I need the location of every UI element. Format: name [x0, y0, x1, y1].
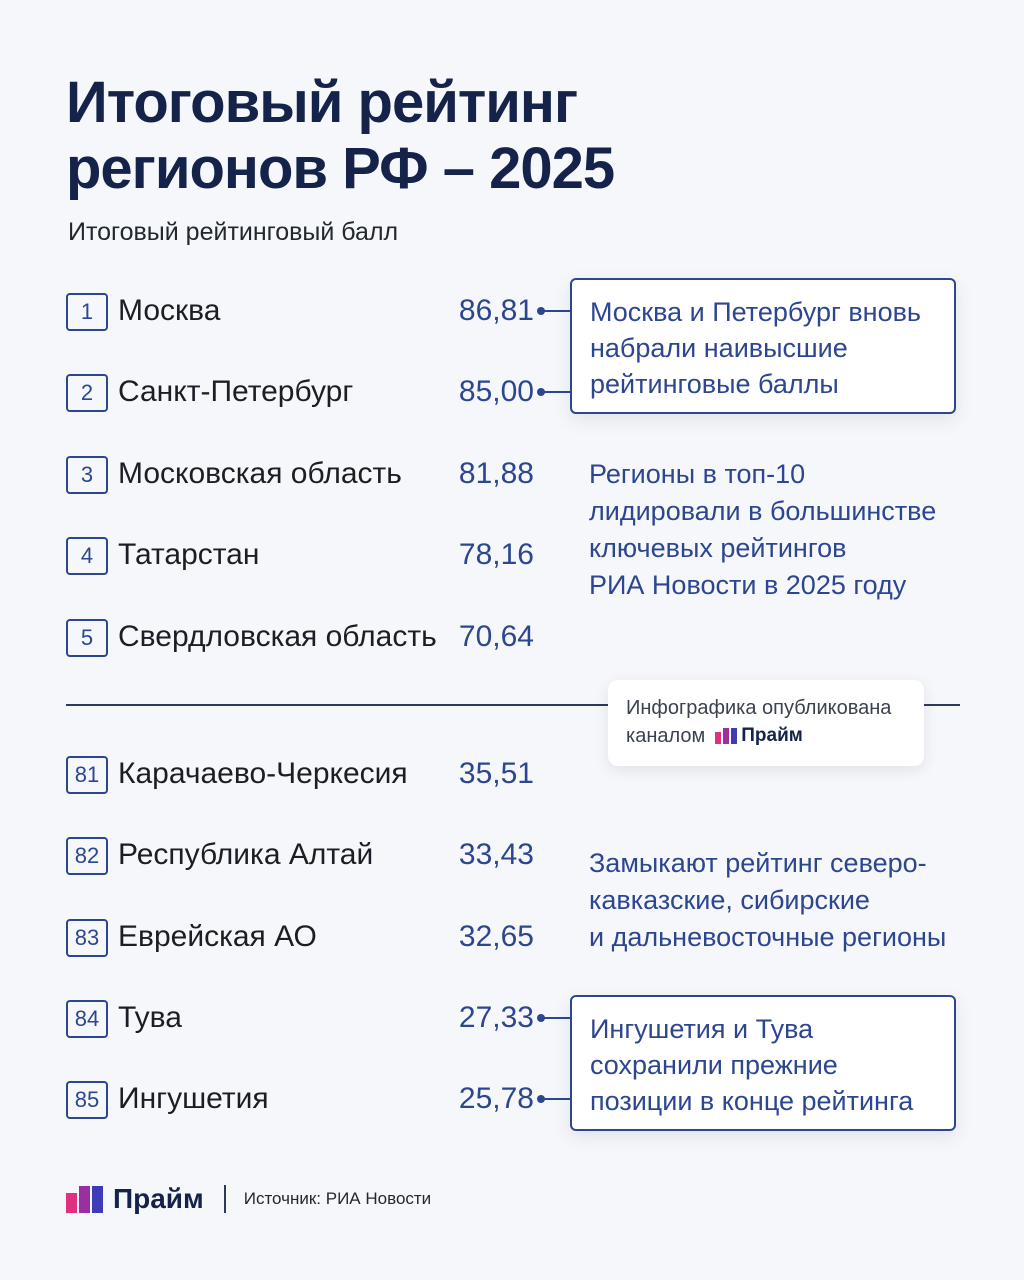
title-line-1: Итоговый рейтинг — [66, 70, 578, 135]
connector-line — [541, 310, 571, 312]
note-line: Регионы в топ-10 — [589, 459, 806, 489]
region-score: 27,33 — [458, 1001, 534, 1034]
region-name: Тува — [118, 1001, 182, 1034]
connector-line — [541, 391, 571, 393]
region-name: Ингушетия — [118, 1082, 269, 1115]
connector-line — [541, 1017, 571, 1019]
ranking-row — [66, 918, 536, 958]
note-line: и дальневосточные регионы — [589, 922, 947, 952]
rank-badge: 82 — [66, 837, 108, 875]
ranking-row — [66, 999, 536, 1039]
rank-badge: 3 — [66, 456, 108, 494]
badge-line-2: каналом — [626, 725, 706, 747]
region-name: Республика Алтай — [118, 838, 374, 871]
page-title — [66, 70, 614, 202]
badge-line-1: Инфографика опубликована — [626, 697, 892, 719]
ranking-row — [66, 373, 536, 413]
note-line: лидировали в большинстве — [589, 496, 937, 526]
prime-logo — [715, 722, 803, 750]
region-name: Карачаево-Черкесия — [118, 757, 408, 790]
ranking-row — [66, 836, 536, 876]
connector-line — [541, 1098, 571, 1100]
ranking-row — [66, 1080, 536, 1120]
region-score: 86,81 — [458, 294, 534, 327]
ranking-row — [66, 292, 536, 332]
region-score: 25,78 — [458, 1082, 534, 1115]
ranking-row — [66, 455, 536, 495]
rank-badge: 84 — [66, 1000, 108, 1038]
subtitle: Итоговый рейтинговый балл — [68, 218, 399, 246]
prime-logo-icon — [66, 1186, 103, 1213]
footer-logo-text: Прайм — [113, 1183, 204, 1214]
callout-line: позиции в конце рейтинга — [590, 1086, 914, 1116]
note-line: РИА Новости в 2025 году — [589, 570, 907, 600]
callout-line: набрали наивысшие — [590, 333, 848, 363]
callout-line: Москва и Петербург вновь — [590, 297, 922, 327]
note-line: кавказские, сибирские — [589, 885, 870, 915]
source-text: Источник: РИА Новости — [243, 1189, 432, 1208]
footer-logo — [66, 1183, 204, 1215]
ranking-row — [66, 536, 536, 576]
bottom-callout — [570, 995, 956, 1131]
ranking-row — [66, 755, 536, 795]
note-line: Замыкают рейтинг северо- — [589, 848, 927, 878]
rank-badge: 2 — [66, 374, 108, 412]
note-line: ключевых рейтингов — [589, 533, 847, 563]
prime-logo-icon — [715, 728, 737, 744]
ranking-row — [66, 618, 536, 658]
footer — [66, 1184, 431, 1214]
region-score: 78,16 — [458, 538, 534, 571]
region-name: Татарстан — [118, 538, 260, 571]
bottom-note — [589, 845, 969, 956]
region-name: Санкт-Петербург — [118, 375, 354, 408]
top-note — [589, 456, 969, 604]
rank-badge: 81 — [66, 756, 108, 794]
title-line-2: регионов РФ – 2025 — [66, 136, 615, 201]
callout-line: Ингушетия и Тува — [590, 1014, 814, 1044]
region-score: 70,64 — [458, 620, 534, 653]
region-score: 81,88 — [458, 457, 534, 490]
region-score: 33,43 — [458, 838, 534, 871]
region-name: Свердловская область — [118, 620, 437, 653]
callout-line: сохранили прежние — [590, 1050, 838, 1080]
rank-badge: 1 — [66, 293, 108, 331]
callout-line: рейтинговые баллы — [590, 369, 839, 399]
rank-badge: 83 — [66, 919, 108, 957]
region-name: Еврейская АО — [118, 920, 317, 953]
region-score: 32,65 — [458, 920, 534, 953]
region-name: Москва — [118, 294, 221, 327]
rank-badge: 85 — [66, 1081, 108, 1119]
prime-logo-text: Прайм — [741, 725, 803, 746]
region-name: Московская область — [118, 457, 402, 490]
top-callout — [570, 278, 956, 414]
region-score: 85,00 — [458, 375, 534, 408]
footer-separator — [224, 1185, 226, 1213]
rank-badge: 4 — [66, 537, 108, 575]
publication-badge — [608, 680, 924, 766]
region-score: 35,51 — [458, 757, 534, 790]
rank-badge: 5 — [66, 619, 108, 657]
